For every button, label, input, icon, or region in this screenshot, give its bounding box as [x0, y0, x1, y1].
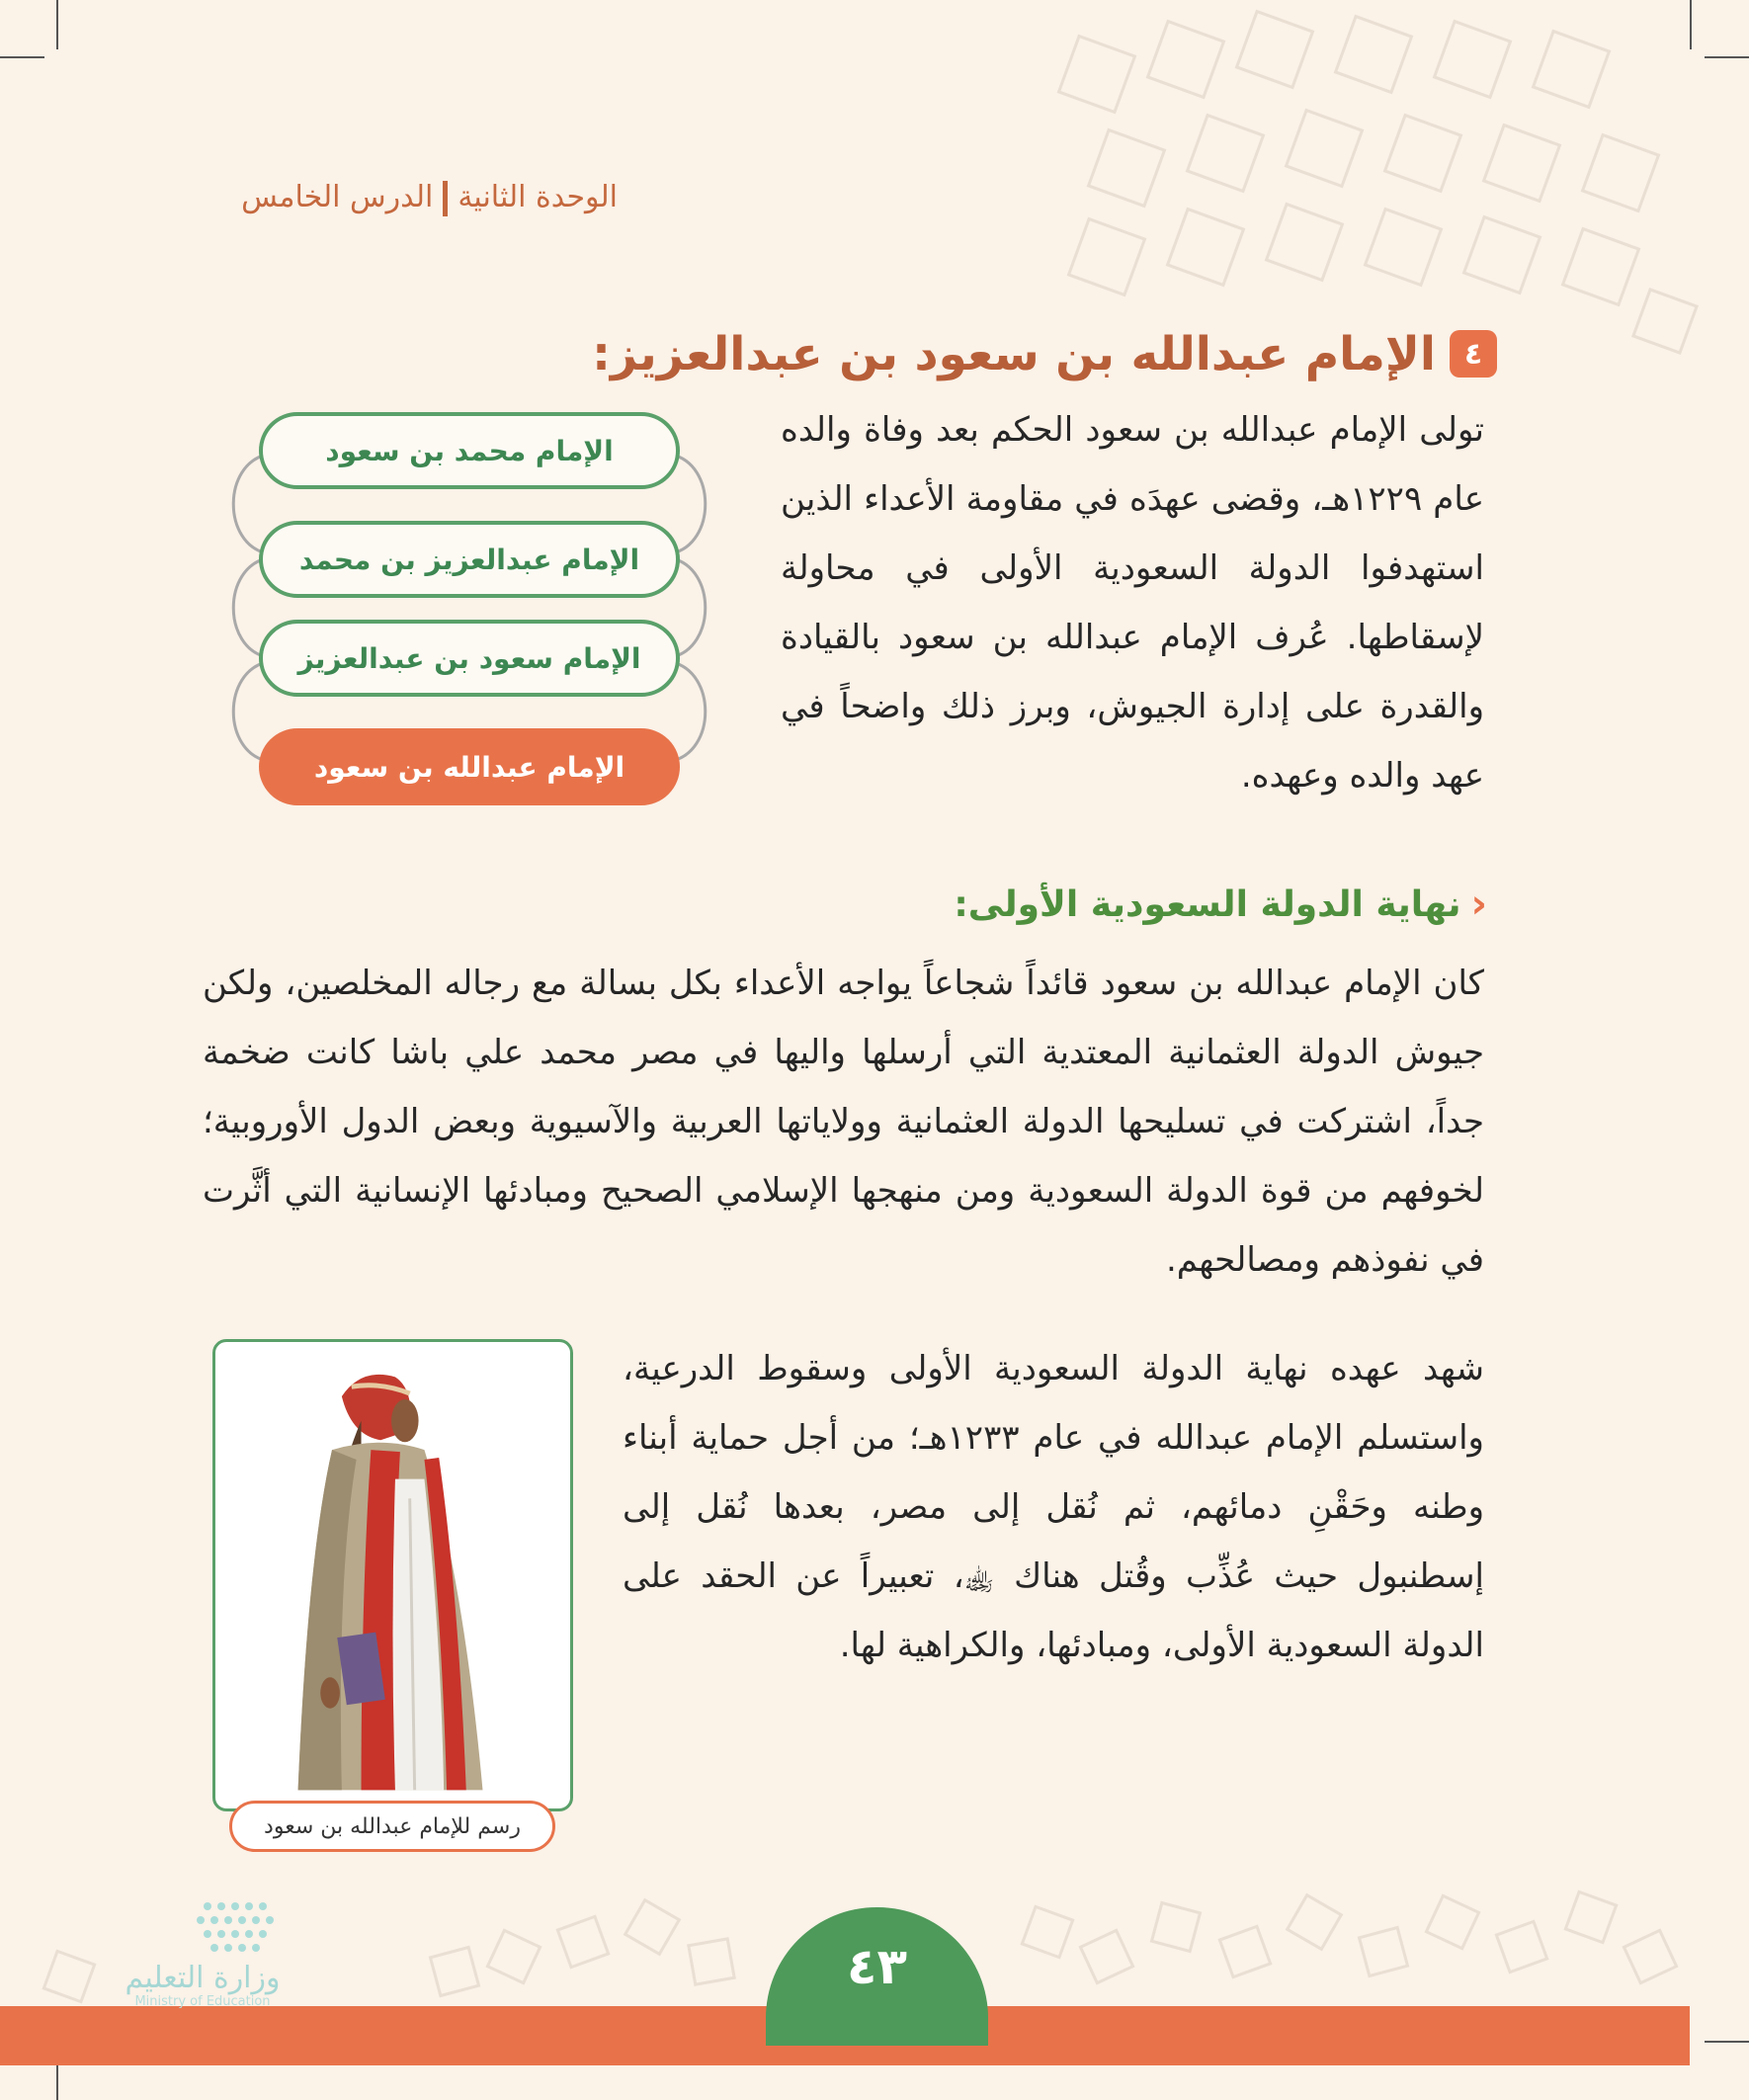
crop-mark	[56, 0, 58, 49]
section-number-badge: ٤	[1450, 330, 1497, 378]
crop-mark	[0, 56, 44, 58]
page-number: ٤٣	[846, 1938, 908, 1995]
crop-mark	[1705, 56, 1749, 58]
paragraph-end-of-state: كان الإمام عبدالله بن سعود قائداً شجاعاً يواجه الأعداء بكل بسالة مع رجاله المخلصين، ولكن جيوش الدولة العثمانية المعتدية التي أرسلها واليها في مصر محمد علي باشا كانت ضخمة جداً، اشتركت في تسليحها الدولة العثمانية وولاياتها العربية والآسيوية وبعض الدول الأوروبية؛ لخوفهم من قوة الدولة السعودية ومن منهجها الإسلامي الصحيح ومبادئها الإنسانية التي أثَّرت في نفوذهم ومصالحهم.	[203, 964, 1484, 1280]
lesson-label: الدرس الخامس	[241, 180, 434, 214]
paragraph-fall-of-diriyah: شهد عهده نهاية الدولة السعودية الأولى وسقوط الدرعية، واستسلم الإمام عبدالله في عام ١٢٣٣هـ؛ من أجل حماية أبناء وطنه وحَقْنِ دمائهم، ثم نُقل إلى مصر، بعدها نُقل إلى إسطنبول حيث عُذِّب وقُتل هناك ﵀، تعبيراً عن الحقد على الدولة السعودية الأولى، ومبادئها، والكراهية لها.	[623, 1349, 1484, 1665]
imam-portrait-illustration	[215, 1342, 570, 1808]
chevron-left-icon: ‹	[1470, 882, 1487, 927]
imam-portrait-frame	[212, 1339, 573, 1811]
crop-mark	[1690, 0, 1692, 49]
section-title	[592, 314, 1497, 393]
genealogy-imam-abdulaziz: الإمام عبدالعزيز بن محمد	[259, 521, 680, 598]
genealogy-imam-abdullah: الإمام عبدالله بن سعود	[259, 728, 680, 805]
section-title-text: الإمام عبدالله بن سعود بن عبدالعزيز:	[592, 326, 1436, 381]
portrait-caption: رسم للإمام عبدالله بن سعود	[229, 1801, 555, 1852]
header-separator	[443, 181, 448, 216]
paragraph-reign-intro: تولى الإمام عبدالله بن سعود الحكم بعد وفاة والده عام ١٢٢٩هـ، وقضى عهدَه في مقاومة الأعداء الذين استهدفوا الدولة السعودية الأولى في محاولة لإسقاطها. عُرف الإمام عبدالله بن سعود بالقيادة والقدرة على إدارة الجيوش، وبرز ذلك واضحاً في عهد والده وعهده.	[781, 410, 1484, 796]
genealogy-imam-saud: الإمام سعود بن عبدالعزيز	[259, 620, 680, 697]
unit-lesson-header	[203, 168, 618, 227]
ministry-name-en: Ministry of Education	[134, 1994, 271, 2009]
crop-mark	[1705, 2041, 1749, 2043]
subheading-end-of-state	[889, 875, 1487, 934]
ministry-name: وزارة التعليم	[125, 1961, 281, 1995]
subheading-text: نهاية الدولة السعودية الأولى:	[954, 883, 1461, 925]
unit-label: الوحدة الثانية	[458, 180, 618, 214]
genealogy-imam-muhammad: الإمام محمد بن سعود	[259, 412, 680, 489]
